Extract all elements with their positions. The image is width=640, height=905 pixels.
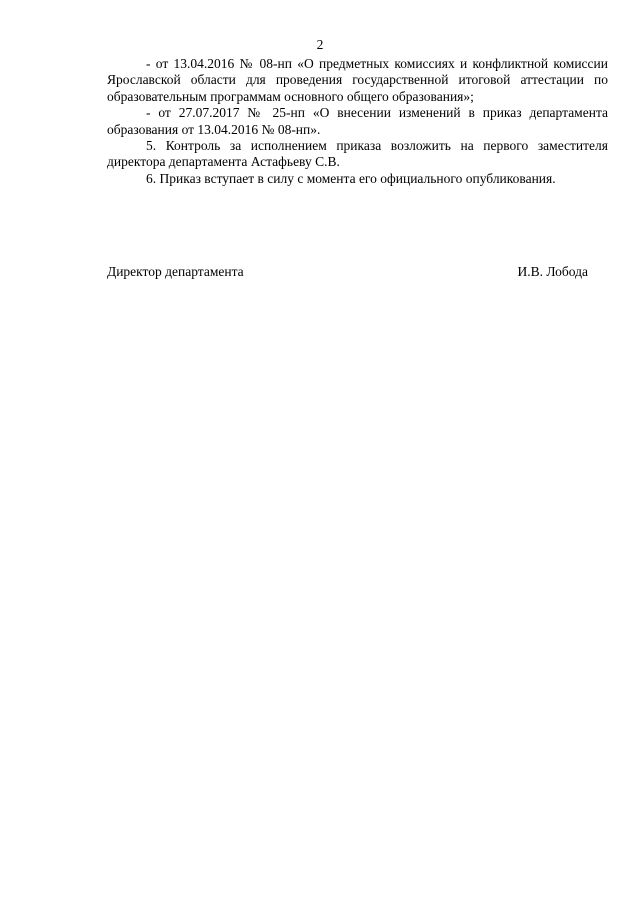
signature-block	[107, 264, 588, 280]
paragraph-order-reference-1: - от 13.04.2016 № 08-нп «О предметных комиссиях и конфликтной комиссии Ярославской области для проведения государственной итоговой аттестации по образовательным программам основного общего образования»;	[107, 56, 608, 104]
paragraph-item-6: 6. Приказ вступает в силу с момента его официального опубликования.	[146, 170, 556, 186]
paragraph-order-reference-2: - от 27.07.2017 № 25-нп «О внесении изменений в приказ департамента образования от 13.04.2016 № 08-нп».	[107, 105, 608, 137]
signatory-position: Директор департамента	[107, 264, 244, 279]
page-number: 2	[316, 37, 324, 52]
signatory-name: И.В. Лобода	[517, 264, 588, 279]
paragraph-item-5: 5. Контроль за исполнением приказа возложить на первого заместителя директора департамента Астафьеву С.В.	[107, 138, 608, 170]
document-body	[107, 56, 608, 187]
